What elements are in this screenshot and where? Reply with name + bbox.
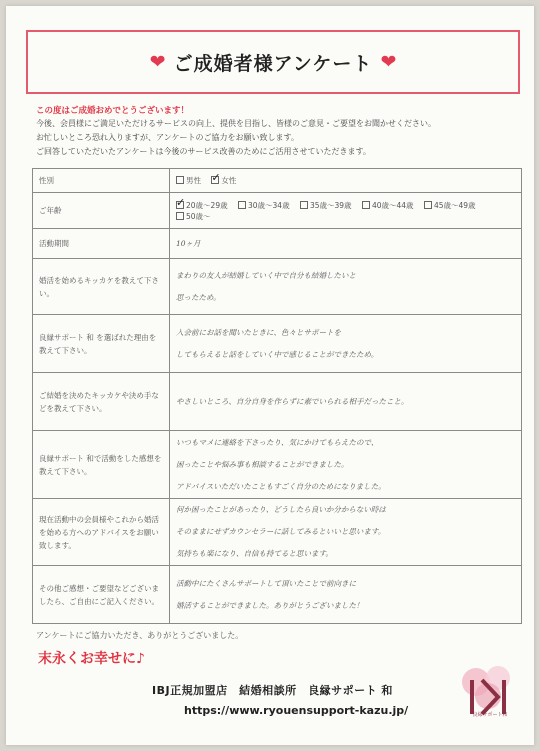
question-label: ご結婚を決めたキッカケや決め手などを教えて下さい。: [33, 373, 170, 431]
survey-sheet: [6, 6, 534, 745]
checkbox-checked-icon[interactable]: [176, 201, 184, 209]
option-age[interactable]: ✓20歳～29歳: [176, 200, 228, 211]
checkbox-icon[interactable]: [424, 201, 432, 209]
checkbox-icon[interactable]: [176, 212, 184, 220]
title-box: [26, 30, 520, 94]
row-other: [33, 566, 522, 624]
checkbox-checked-icon[interactable]: [211, 176, 219, 184]
question-label: 婚活を始めるキッカケを教えて下さい。: [33, 259, 170, 315]
age-options: [170, 193, 522, 229]
footer-note: アンケートにご協力いただき、ありがとうございました。: [36, 631, 244, 640]
option-age[interactable]: 35歳～39歳: [300, 200, 352, 211]
question-label: 現在活動中の会員様やこれから婚活を始める方へのアドバイスをお願い致します。: [33, 499, 170, 566]
row-period: [33, 229, 522, 259]
website-link[interactable]: https://www.ryouensupport-kazu.jp/: [184, 704, 409, 717]
page-title: ご成婚者様アンケート: [173, 52, 373, 75]
answer-reason-decide[interactable]: やさしいところ、自分自身を作らずに素でいられる相手だったこと。: [170, 373, 522, 431]
checkbox-icon[interactable]: [362, 201, 370, 209]
question-label: その他ご感想・ご要望などございましたら、ご自由にご記入ください。: [33, 566, 170, 624]
checkbox-icon[interactable]: [176, 176, 184, 184]
option-age[interactable]: 30歳～34歳: [238, 200, 290, 211]
intro-line: ご回答していただいたアンケートは今後のサービス改善のためにご活用させていただきます。: [36, 147, 371, 156]
congratulations-text: この度はご成婚おめでとうございます！: [36, 106, 190, 116]
option-male[interactable]: 男性: [176, 175, 201, 186]
question-label: 良縁サポート 和で活動をした感想を教えて下さい。: [33, 431, 170, 499]
question-label: 良縁サポート 和 を選ばれた理由を教えて下さい。: [33, 315, 170, 373]
option-age[interactable]: 40歳～44歳: [362, 200, 414, 211]
answer-impression[interactable]: いつもマメに連絡を下さったり、気にかけてもらえたので、 困ったことや悩み事も相談することができました。 アドバイスいただいたこともすごく自分のためになりました。: [170, 431, 522, 499]
shop-name: IBJ正規加盟店 結婚相談所 良縁サポート 和: [152, 684, 393, 697]
answer-other[interactable]: 活動中にたくさんサポートして頂いたことで前向きに 婚活することができました。ありがとうございました！: [170, 566, 522, 624]
checkbox-icon[interactable]: [300, 201, 308, 209]
row-impression: [33, 431, 522, 499]
logo-caption: 良縁サポート和: [472, 712, 508, 718]
row-advice: [33, 499, 522, 566]
row-gender: [33, 169, 522, 193]
option-female[interactable]: ✓ 女性: [211, 175, 236, 186]
question-label: ご年齢: [33, 193, 170, 229]
question-label: 活動期間: [33, 229, 170, 259]
answer-reason-choose[interactable]: 入会前にお話を聞いたときに、色々とサポートを してもらえると話をしていく中で感じることができたため。: [170, 315, 522, 373]
answer-advice[interactable]: 何か困ったことがあったり、どうしたら良いか分からない時は そのままにせずカウンセラーに話してみるといいと思います。 気持ちも楽になり、自信も持てると思います。: [170, 499, 522, 566]
intro-line: 今後、会員様にご満足いただけるサービスの向上、提供を目指し、皆様のご意見・ご要望をお聞かせください。: [36, 119, 436, 128]
option-age[interactable]: 45歳～49歳: [424, 200, 476, 211]
row-reason-choose: [33, 315, 522, 373]
answer-period[interactable]: 10ヶ月: [170, 229, 522, 259]
row-reason-start: [33, 259, 522, 315]
intro-text: [36, 117, 516, 159]
question-label: 性別: [33, 169, 170, 193]
row-reason-decide: [33, 373, 522, 431]
intro-line: お忙しいところ恐れ入りますが、アンケートのご協力をお願い致します。: [36, 133, 299, 142]
gender-options: [170, 169, 522, 193]
answer-reason-start[interactable]: まわりの友人が結婚していく中で自分も結婚したいと 思ったため。: [170, 259, 522, 315]
heart-icon: ❤: [149, 51, 166, 73]
checkbox-icon[interactable]: [238, 201, 246, 209]
row-age: [33, 193, 522, 229]
survey-table: [32, 168, 522, 624]
option-age[interactable]: 50歳～: [176, 211, 211, 222]
wish-text: 末永くお幸せに♪: [38, 651, 145, 667]
heart-icon: ❤: [380, 51, 397, 73]
